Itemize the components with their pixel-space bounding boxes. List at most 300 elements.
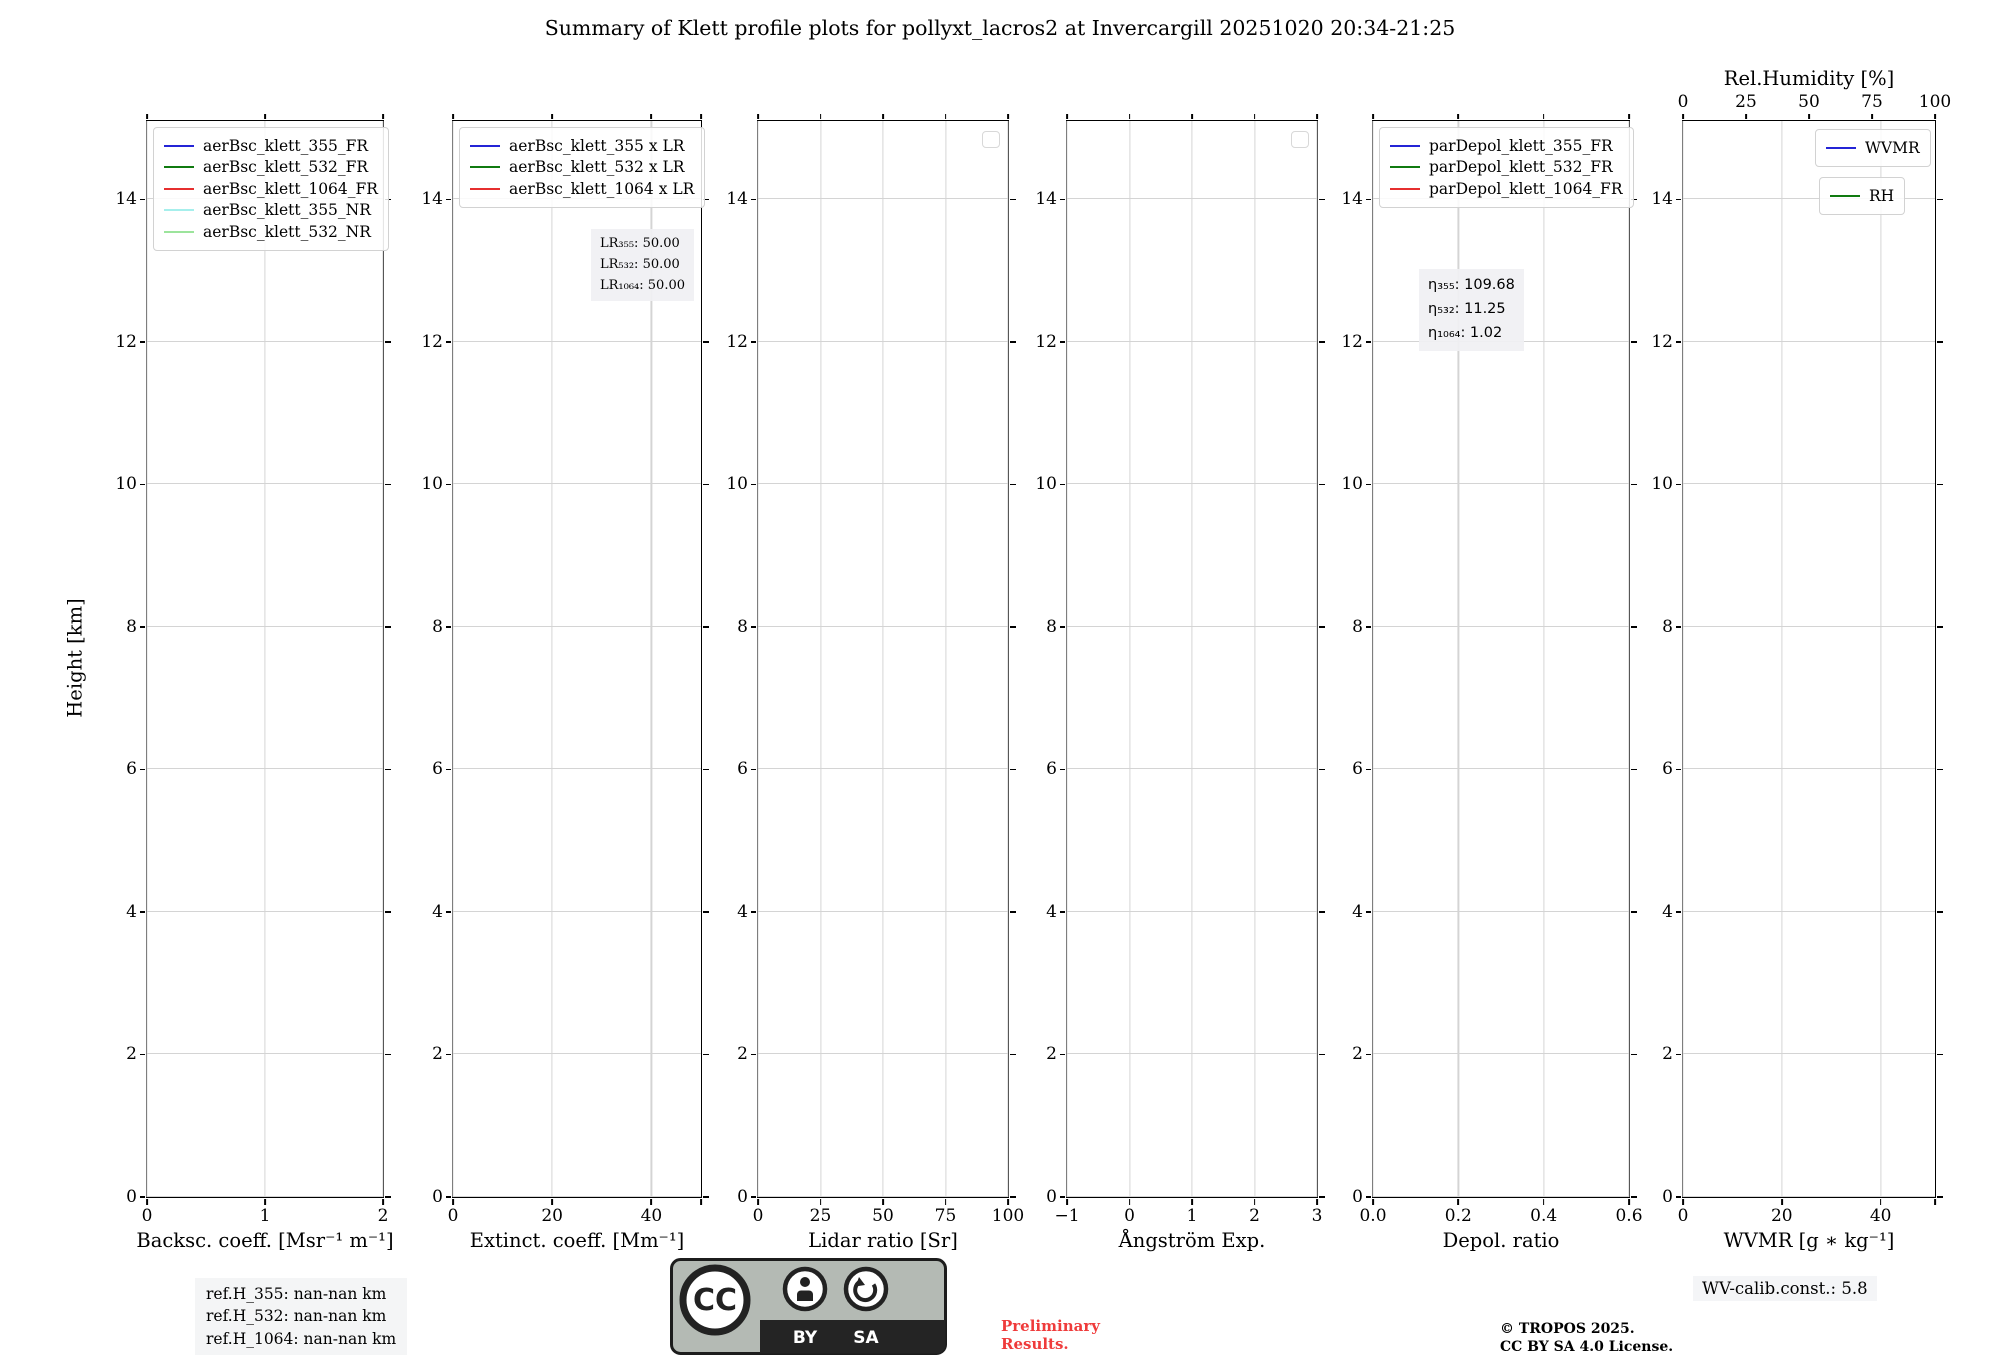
x-tick (146, 114, 148, 120)
y-tick (1937, 769, 1943, 771)
legend-empty-box (982, 131, 1000, 148)
y-tick (140, 1196, 146, 1198)
legend (1815, 129, 1931, 167)
y-tick (1631, 626, 1637, 628)
gridline-horizontal (1683, 768, 1935, 769)
legend-entry (1390, 178, 1623, 200)
y-tick (1676, 1054, 1682, 1056)
x-tick (1682, 1199, 1684, 1205)
sa-label: SA (853, 1328, 879, 1348)
y-tick (1937, 341, 1943, 343)
gridline-horizontal (1683, 626, 1935, 627)
x-tick (551, 1199, 553, 1205)
ref-height-532: ref.H_532: nan-nan km (206, 1307, 387, 1326)
y-tick (1319, 769, 1325, 771)
x-tick-label: −1 (1054, 1206, 1080, 1226)
plot-depolarization (1341, 120, 1643, 1252)
legend-line-swatch (1390, 166, 1420, 168)
gridline-vertical (820, 121, 821, 1197)
y-tick (703, 626, 709, 628)
figure-title: Summary of Klett profile plots for pollyxt_lacros2 at Invercargill 20251020 20:34-21:25 (544, 16, 1456, 40)
gridline-vertical (1372, 121, 1373, 1197)
legend-entry (470, 157, 694, 179)
x-tick (1781, 1199, 1783, 1205)
y-tick (385, 484, 391, 486)
x-tick (1007, 114, 1009, 120)
gridline-horizontal (453, 911, 701, 912)
y-tick-label: 8 (737, 616, 748, 637)
x-tick-label: 75 (934, 1206, 957, 1226)
y-tick (1060, 341, 1066, 343)
x-tick (1880, 1199, 1882, 1205)
gridline-horizontal (1373, 911, 1629, 912)
y-tick-label: 0 (1352, 1187, 1363, 1207)
gridline-horizontal (1683, 1196, 1935, 1197)
legend-line-swatch (1826, 147, 1856, 149)
x-tick-label: 0.4 (1530, 1206, 1558, 1226)
x-tick (382, 1199, 384, 1205)
legend-entry (1826, 137, 1920, 159)
y-tick-label: 6 (126, 759, 137, 780)
legend-entry-label: parDepol_klett_1064_FR (1429, 179, 1623, 198)
y-tick (1010, 1196, 1016, 1198)
plot-water-vapor (1651, 67, 1952, 1252)
legend-entry-label: aerBsc_klett_355_NR (203, 201, 371, 220)
gridline-vertical (552, 121, 553, 1197)
x-tick (1191, 1199, 1193, 1205)
legend-empty-box (1291, 131, 1309, 148)
y-tick (140, 769, 146, 771)
legend-line-swatch (1390, 145, 1420, 147)
y-tick (703, 1054, 709, 1056)
x-tick (882, 1199, 884, 1205)
y-tick (1676, 769, 1682, 771)
x-tick (1457, 114, 1459, 120)
y-tick (1631, 911, 1637, 913)
y-tick (1319, 341, 1325, 343)
y-tick-label: 14 (421, 189, 443, 210)
legend-line-swatch (1390, 188, 1420, 190)
by-person-icon (785, 1269, 825, 1309)
x-tick (1066, 114, 1068, 120)
gridline-vertical (1129, 121, 1130, 1197)
legend-line-swatch (164, 145, 194, 147)
legend-entry (1390, 135, 1623, 157)
y-tick (1010, 484, 1016, 486)
gridline-vertical (146, 121, 147, 1197)
x-tick (1628, 1199, 1630, 1205)
plot-extinction (421, 120, 702, 1252)
y-tick (751, 341, 757, 343)
y-tick-label: 4 (1662, 901, 1673, 922)
x-tick (820, 114, 822, 120)
y-tick-label: 0 (126, 1187, 137, 1207)
gridline-vertical (1543, 121, 1544, 1197)
x-tick (1316, 114, 1318, 120)
x-tick (452, 1199, 454, 1205)
gridline-vertical (1191, 121, 1192, 1197)
y-tick (385, 1054, 391, 1056)
y-tick-label: 12 (1341, 331, 1363, 352)
y-tick-label: 12 (1035, 331, 1057, 352)
top-axis-tick-label: 75 (1861, 92, 1883, 112)
y-tick (1366, 484, 1372, 486)
x-axis-label: Ångström Exp. (1118, 1229, 1266, 1252)
y-tick-label: 8 (1046, 616, 1057, 637)
y-tick-label: 6 (1046, 759, 1057, 780)
x-tick-label: 0 (141, 1206, 153, 1226)
preliminary-line-2: Results. (1001, 1335, 1069, 1353)
legend-entry-label: RH (1869, 186, 1895, 205)
legend-entry (1830, 185, 1894, 207)
y-tick (1060, 199, 1066, 201)
y-tick (1676, 626, 1682, 628)
y-tick (1010, 1054, 1016, 1056)
y-tick (1366, 911, 1372, 913)
x-tick (264, 114, 266, 120)
y-tick-label: 8 (432, 616, 443, 637)
by-person-head (800, 1277, 810, 1287)
x-tick (1372, 114, 1374, 120)
gridline-horizontal (1373, 626, 1629, 627)
plot-lidar-ratio (726, 120, 1025, 1252)
y-tick (385, 341, 391, 343)
y-tick (751, 1054, 757, 1056)
y-tick-label: 4 (126, 901, 137, 922)
legend-line-swatch (1830, 195, 1860, 197)
y-tick (1319, 1054, 1325, 1056)
y-tick (703, 769, 709, 771)
legend (153, 127, 389, 251)
y-tick (1937, 484, 1943, 486)
gridline-horizontal (453, 768, 701, 769)
top-axis-tick (1934, 114, 1936, 120)
y-tick (1937, 626, 1943, 628)
y-tick-label: 14 (115, 189, 137, 210)
y-tick (1319, 626, 1325, 628)
x-tick-label: 1 (1186, 1206, 1198, 1226)
plot-angstroem (1035, 120, 1323, 1252)
x-tick (452, 114, 454, 120)
x-tick (264, 1199, 266, 1205)
y-tick (1676, 911, 1682, 913)
gridline-horizontal (1373, 1196, 1629, 1197)
x-tick (382, 114, 384, 120)
cc-text: CC (692, 1283, 738, 1318)
x-tick-label: 20 (541, 1206, 564, 1226)
top-axis-tick-label: 50 (1798, 92, 1820, 112)
top-axis-tick (1682, 114, 1684, 120)
legend-entry-label: aerBsc_klett_532_FR (203, 158, 369, 177)
legend-entry-label: aerBsc_klett_1064_FR (203, 179, 378, 198)
y-tick (385, 769, 391, 771)
legend-entry-label: parDepol_klett_355_FR (1429, 136, 1613, 155)
y-tick-label: 12 (726, 331, 748, 352)
x-tick-label: 25 (809, 1206, 832, 1226)
y-tick (703, 911, 709, 913)
x-tick (650, 1199, 652, 1205)
y-tick-label: 0 (737, 1187, 748, 1207)
legend (1379, 127, 1634, 208)
y-tick-label: 10 (115, 474, 137, 495)
y-tick (1366, 626, 1372, 628)
gridline-vertical (1007, 121, 1008, 1197)
x-axis-label: Extinct. coeff. [Mm⁻¹] (469, 1229, 685, 1252)
sa-arrow-icon (846, 1269, 886, 1309)
x-tick (1372, 1199, 1374, 1205)
x-tick-label: 0 (1124, 1206, 1135, 1226)
legend (459, 127, 705, 208)
y-tick-label: 0 (1046, 1187, 1057, 1207)
y-tick (1060, 911, 1066, 913)
y-tick (1060, 1054, 1066, 1056)
legend-entry-label: aerBsc_klett_532 x LR (509, 158, 685, 177)
y-tick (1631, 769, 1637, 771)
x-tick-label: 20 (1770, 1206, 1793, 1226)
x-tick (650, 114, 652, 120)
y-tick (385, 911, 391, 913)
x-tick-label: 2 (1249, 1206, 1260, 1226)
y-tick-label: 6 (737, 759, 748, 780)
x-tick (757, 1199, 759, 1205)
x-tick-label: 0.6 (1615, 1206, 1643, 1226)
y-tick (140, 484, 146, 486)
copyright-line-1: © TROPOS 2025. (1500, 1321, 1635, 1337)
gridline-vertical (1254, 121, 1255, 1197)
x-tick (1129, 1199, 1131, 1205)
x-tick (945, 114, 947, 120)
x-tick (1543, 114, 1545, 120)
legend-line-swatch (164, 166, 194, 168)
copyright-notice (1500, 1320, 1673, 1356)
y-tick-label: 6 (432, 759, 443, 780)
y-tick (1631, 484, 1637, 486)
y-tick-label: 2 (126, 1044, 137, 1065)
y-tick-label: 10 (726, 474, 748, 495)
y-tick-label: 14 (1341, 189, 1363, 210)
gridline-vertical (382, 121, 383, 1197)
gridline-horizontal (1373, 483, 1629, 484)
y-tick-label: 12 (1651, 331, 1673, 352)
x-tick-label: 0 (447, 1206, 459, 1226)
annotation-line: η₅₃₂: 11.25 (1428, 300, 1506, 317)
x-tick (1628, 114, 1630, 120)
y-tick-label: 2 (1352, 1044, 1363, 1065)
y-tick (751, 911, 757, 913)
y-tick (1631, 341, 1637, 343)
top-axis-label: Rel.Humidity [%] (1723, 67, 1895, 90)
y-tick (140, 199, 146, 201)
copyright-line-2: CC BY SA 4.0 License. (1500, 1339, 1674, 1356)
legend-entry (164, 178, 378, 200)
annotation-box (1419, 269, 1524, 351)
y-tick (1676, 199, 1682, 201)
y-tick (1676, 484, 1682, 486)
y-tick (385, 1196, 391, 1198)
gridline-vertical (882, 121, 883, 1197)
y-tick (1010, 626, 1016, 628)
y-tick (1676, 1196, 1682, 1198)
gridline-vertical (1066, 121, 1067, 1197)
y-tick-label: 12 (421, 331, 443, 352)
y-tick (446, 769, 452, 771)
legend-line-swatch (164, 209, 194, 211)
y-tick-label: 4 (1352, 901, 1363, 922)
x-tick-label: 40 (1869, 1206, 1892, 1226)
y-tick (703, 484, 709, 486)
y-tick (703, 1196, 709, 1198)
y-tick (446, 911, 452, 913)
legend-line-swatch (164, 231, 194, 233)
x-tick (1254, 1199, 1256, 1205)
x-tick-label: 40 (640, 1206, 663, 1226)
legend-line-swatch (470, 188, 500, 190)
legend-line-swatch (470, 166, 500, 168)
x-tick-label: 3 (1311, 1206, 1323, 1226)
x-axis-label: Lidar ratio [Sr] (808, 1229, 958, 1252)
legend-entry (164, 157, 378, 179)
top-axis-tick (1745, 114, 1747, 120)
y-tick (751, 1196, 757, 1198)
legend-entry-label: WVMR (1865, 138, 1920, 157)
legend-entry (470, 178, 694, 200)
legend-entry-label: aerBsc_klett_355_FR (203, 136, 369, 155)
legend-entry (1390, 157, 1623, 179)
top-axis-tick-label: 25 (1735, 92, 1757, 112)
x-tick (1129, 114, 1131, 120)
legend-entry-label: parDepol_klett_532_FR (1429, 158, 1613, 177)
y-tick (1010, 199, 1016, 201)
y-tick-label: 14 (1651, 189, 1673, 210)
gridline-horizontal (453, 1196, 701, 1197)
legend-line-swatch (470, 145, 500, 147)
y-tick-label: 4 (432, 901, 443, 922)
gridline-horizontal (1683, 341, 1935, 342)
preliminary-results-watermark (1001, 1317, 1100, 1353)
y-axis-label: Height [km] (63, 598, 87, 718)
y-tick-label: 14 (726, 189, 748, 210)
y-tick-label: 14 (1035, 189, 1057, 210)
y-tick-label: 4 (737, 901, 748, 922)
gridline-horizontal (1683, 1053, 1935, 1054)
y-tick-label: 10 (421, 474, 443, 495)
x-tick (146, 1199, 148, 1205)
annotation-line: η₃₅₅: 109.68 (1428, 277, 1515, 293)
ref-height-1064: ref.H_1064: nan-nan km (206, 1329, 397, 1348)
y-tick (751, 484, 757, 486)
gridline-vertical (264, 121, 265, 1197)
x-tick-label: 0 (752, 1206, 764, 1226)
annotation-line: LR₁₀₆₄: 50.00 (600, 277, 685, 293)
legend-entry-label: aerBsc_klett_1064 x LR (509, 179, 695, 198)
gridline-horizontal (453, 1053, 701, 1054)
y-tick (1631, 1196, 1637, 1198)
y-tick (703, 341, 709, 343)
preliminary-line-1: Preliminary (1001, 1317, 1100, 1335)
y-tick (1319, 911, 1325, 913)
x-tick-label: 2 (377, 1206, 389, 1226)
top-axis-tick (1808, 114, 1810, 120)
y-tick-label: 0 (432, 1187, 443, 1207)
y-tick-label: 2 (737, 1044, 748, 1065)
x-tick-label: 1 (259, 1206, 271, 1226)
legend-entry (164, 221, 378, 243)
y-tick-label: 6 (1662, 759, 1673, 780)
y-tick (446, 484, 452, 486)
y-tick (1010, 911, 1016, 913)
x-tick (1254, 114, 1256, 120)
y-tick (751, 626, 757, 628)
y-tick-label: 8 (1662, 616, 1673, 637)
annotation-line: LR₃₅₅: 50.00 (600, 236, 680, 251)
gridline-horizontal (1683, 483, 1935, 484)
x-tick (1543, 1199, 1545, 1205)
legend (1819, 177, 1905, 215)
y-tick-label: 10 (1341, 474, 1363, 495)
y-tick (446, 626, 452, 628)
y-tick (1060, 1196, 1066, 1198)
gridline-horizontal (453, 483, 701, 484)
y-tick (1319, 1196, 1325, 1198)
x-tick (882, 114, 884, 120)
x-axis-label: Backsc. coeff. [Msr⁻¹ m⁻¹] (136, 1229, 394, 1252)
x-tick (700, 1199, 702, 1205)
x-tick-label: 50 (872, 1206, 894, 1226)
y-tick-label: 10 (1651, 474, 1673, 495)
reference-height-annotation (195, 1278, 407, 1355)
y-tick-label: 4 (1046, 901, 1057, 922)
y-tick (385, 626, 391, 628)
y-tick-label: 12 (115, 331, 137, 352)
gridline-vertical (1781, 121, 1782, 1197)
x-tick (1066, 1199, 1068, 1205)
gridline-vertical (1316, 121, 1317, 1197)
x-tick (1191, 114, 1193, 120)
y-tick (1366, 769, 1372, 771)
gridline-horizontal (1683, 911, 1935, 912)
gridline-horizontal (453, 626, 701, 627)
y-tick (1937, 911, 1943, 913)
y-tick (1060, 484, 1066, 486)
y-tick-label: 2 (1046, 1044, 1057, 1065)
y-tick (751, 199, 757, 201)
x-tick-label: 100 (991, 1206, 1025, 1226)
y-tick (751, 769, 757, 771)
y-tick (1366, 341, 1372, 343)
gridline-vertical (945, 121, 946, 1197)
y-tick (140, 341, 146, 343)
ref-height-355: ref.H_355: nan-nan km (206, 1285, 387, 1303)
legend-entry-label: aerBsc_klett_355 x LR (509, 136, 685, 155)
gridline-vertical (1880, 121, 1881, 1197)
x-tick (700, 114, 702, 120)
legend-entry (164, 200, 378, 222)
x-tick (820, 1199, 822, 1205)
y-tick-label: 0 (1662, 1187, 1673, 1207)
y-tick (1366, 199, 1372, 201)
y-tick (140, 1054, 146, 1056)
gridline-vertical (1682, 121, 1683, 1197)
gridline-horizontal (1373, 1053, 1629, 1054)
y-tick-label: 8 (1352, 616, 1363, 637)
x-axis-label: WVMR [g ∗ kg⁻¹] (1723, 1229, 1895, 1252)
y-tick (1366, 1054, 1372, 1056)
x-tick (1934, 1199, 1936, 1205)
x-tick (945, 1199, 947, 1205)
cc-by-sa-badge (670, 1258, 947, 1355)
top-axis-tick-label: 0 (1677, 92, 1689, 112)
y-tick (1010, 769, 1016, 771)
